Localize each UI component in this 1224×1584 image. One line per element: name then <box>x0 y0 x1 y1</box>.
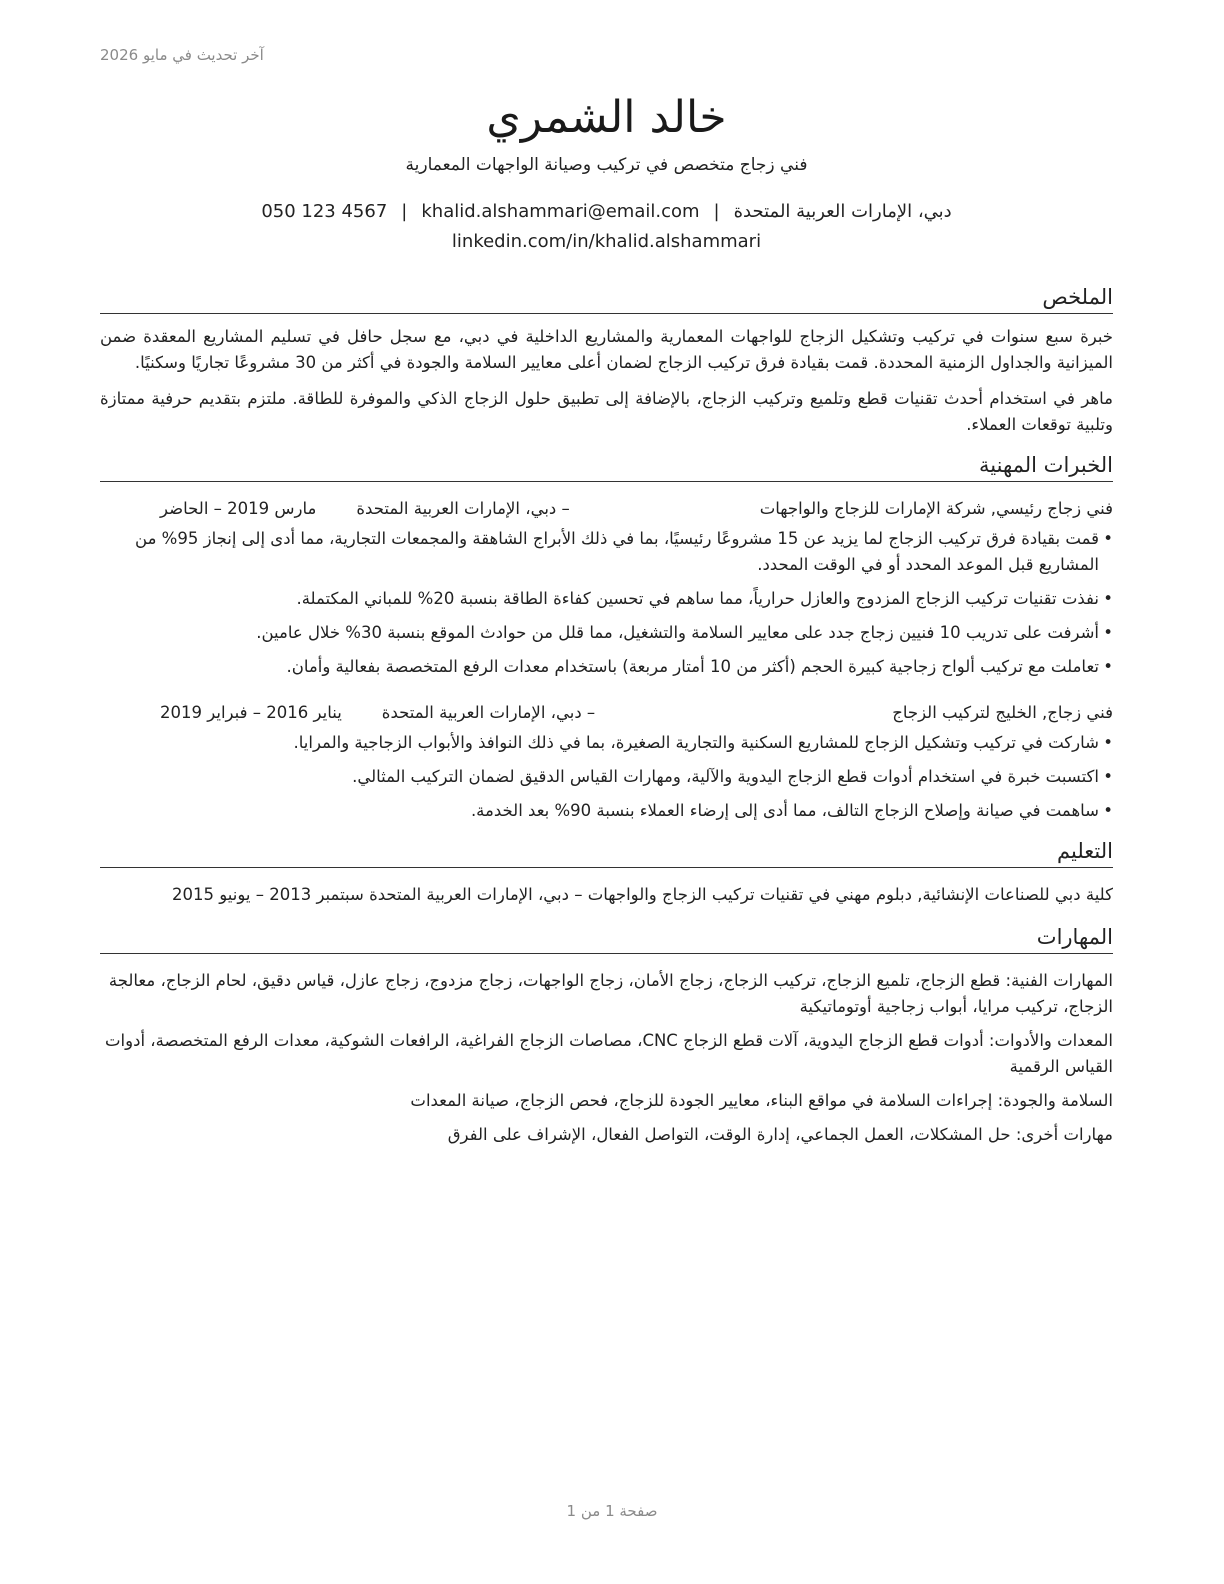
candidate-tagline: فني زجاج متخصص في تركيب وصيانة الواجهات المعمارية <box>405 155 808 176</box>
job-dates: يناير 2016 – فبراير 2019 <box>160 703 342 723</box>
job-entry <box>100 700 1113 824</box>
summary-paragraph: خبرة سبع سنوات في تركيب وتشكيل الزجاج للواجهات المعمارية والمشاريع الداخلية في دبي، مع سجل حافل في تسليم المشاريع المعقدة ضمن الميزانية والجداول الزمنية المحددة. قمت بقيادة فرق تركيب الزجاج لضمان أعلى معايير السلامة والجودة في أكثر من 30 مشروعًا تجاريًا وسكنيًا. <box>100 327 1113 373</box>
job-dates: مارس 2019 – الحاضر <box>160 499 317 519</box>
contact-linkedin[interactable]: linkedin.com/in/khalid.alshammari <box>451 231 762 253</box>
job-bullet: • شاركت في تركيب وتشكيل الزجاج للمشاريع السكنية والتجارية الصغيرة، بما في ذلك النوافذ والأبواب الزجاجية والمرايا. <box>100 730 1113 756</box>
experience-heading: الخبرات المهنية <box>100 450 1113 482</box>
skills-line: مهارات أخرى: حل المشكلات، العمل الجماعي، إدارة الوقت، التواصل الفعال، الإشراف على الفرق <box>447 1125 1113 1145</box>
summary-heading: الملخص <box>100 282 1113 314</box>
skills-line: المعدات والأدوات: أدوات قطع الزجاج اليدوية، آلات قطع الزجاج CNC، مصاصات الزجاج الفراغية، الرافعات الشوكية، معدات الرفع المتخصصة، أدوات القياس الرقمية <box>105 1031 1113 1077</box>
contact-separator: | <box>401 201 408 223</box>
skills-line: السلامة والجودة: إجراءات السلامة في مواقع البناء، معايير الجودة للزجاج، فحص الزجاج، صيانة المعدات <box>410 1091 1113 1111</box>
contact-location: دبي، الإمارات العربية المتحدة <box>733 201 952 223</box>
skills-line: المهارات الفنية: قطع الزجاج، تلميع الزجاج، تركيب الزجاج، زجاج الأمان، زجاج الواجهات، زجاج مزدوج، زجاج عازل، قياس دقيق، لحام الزجاج، معالجة الزجاج، تركيب مرايا، أبواب زجاجية أوتوماتيكية <box>108 971 1113 1017</box>
contact-separator: | <box>713 201 720 223</box>
job-title: فني زجاج, الخليج لتركيب الزجاج <box>892 703 1113 723</box>
job-bullets <box>100 730 1113 824</box>
job-bullet: • تعاملت مع تركيب ألواح زجاجية كبيرة الحجم (أكثر من 10 أمتار مربعة) باستخدام معدات الرفع المتخصصة بفعالية وأمان. <box>100 654 1113 680</box>
job-bullet: • اكتسبت خبرة في استخدام أدوات قطع الزجاج اليدوية والآلية، ومهارات القياس الدقيق لضمان التركيب المثالي. <box>100 764 1113 790</box>
candidate-name: خالد الشمري <box>486 92 727 143</box>
job-bullet: • قمت بقيادة فرق تركيب الزجاج لما يزيد عن 15 مشروعًا رئيسيًا، بما في ذلك الأبراج الشاهقة والمجمعات التجارية، مما أدى إلى إنجاز 95% من المشاريع قبل الموعد المحدد أو في الوقت المحدد. <box>100 526 1113 578</box>
education-entry: كلية دبي للصناعات الإنشائية, دبلوم مهني في تقنيات تركيب الزجاج والواجهات – دبي، الإمارات العربية المتحدة سبتمبر 2013 – يونيو 2015 <box>172 885 1113 905</box>
page-number: صفحة 1 من 1 <box>566 1502 658 1520</box>
skills-heading: المهارات <box>100 922 1113 954</box>
contact-line <box>100 197 1113 227</box>
job-title: فني زجاج رئيسي, شركة الإمارات للزجاج والواجهات <box>759 499 1113 519</box>
job-header <box>100 496 1113 522</box>
job-location: – دبي، الإمارات العربية المتحدة <box>381 703 596 723</box>
summary-paragraph: ماهر في استخدام أحدث تقنيات قطع وتلميع وتركيب الزجاج، بالإضافة إلى تطبيق حلول الزجاج الذكي والموفرة للطاقة. ملتزم بتقديم حرفية ممتازة وتلبية توقعات العملاء. <box>100 389 1113 435</box>
resume-page <box>100 0 1113 1148</box>
job-bullet: • أشرفت على تدريب 10 فنيين زجاج جدد على معايير السلامة والتشغيل، مما قلل من حوادث الموقع بنسبة 30% خلال عامين. <box>100 620 1113 646</box>
contact-phone: 050 123 4567 <box>261 201 388 223</box>
contact-info <box>100 197 1113 257</box>
contact-email[interactable]: khalid.alshammari@email.com <box>421 201 700 223</box>
job-bullet: • ساهمت في صيانة وإصلاح الزجاج التالف، مما أدى إلى إرضاء العملاء بنسبة 90% بعد الخدمة. <box>100 798 1113 824</box>
job-bullet: • نفذت تقنيات تركيب الزجاج المزدوج والعازل حرارياً، مما ساهم في تحسين كفاءة الطاقة بنسبة 20% للمباني المكتملة. <box>100 586 1113 612</box>
job-bullets <box>100 526 1113 680</box>
job-location: – دبي، الإمارات العربية المتحدة <box>356 499 570 519</box>
last-updated-note: آخر تحديث في مايو 2026 <box>100 46 264 64</box>
education-heading: التعليم <box>100 836 1113 868</box>
job-entry <box>100 496 1113 680</box>
job-header <box>100 700 1113 726</box>
